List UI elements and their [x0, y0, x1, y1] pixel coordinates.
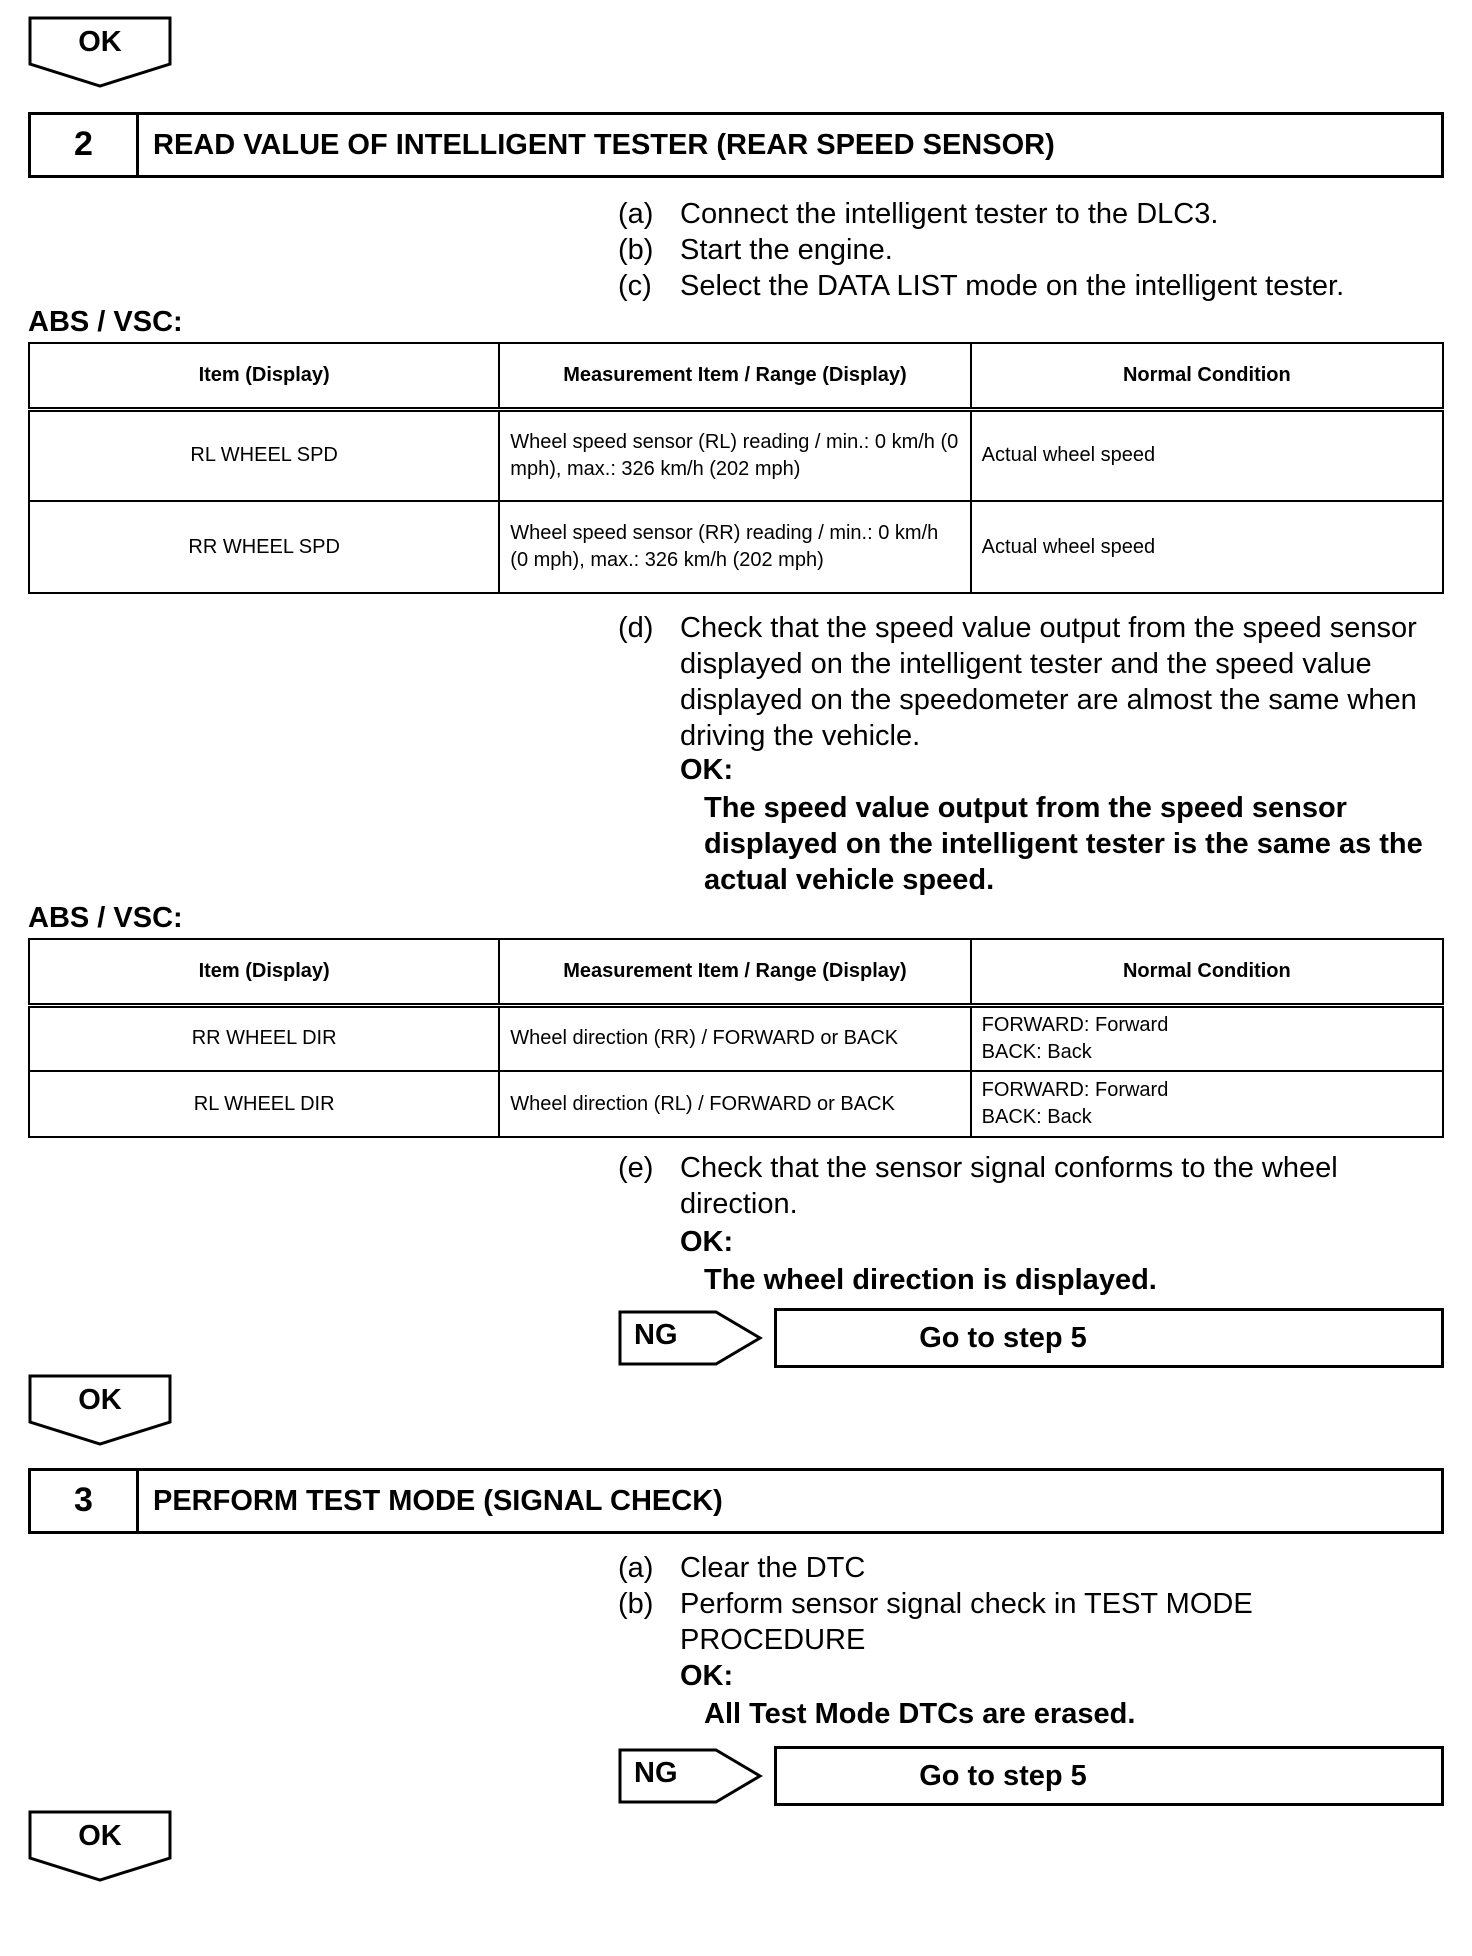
col-header: Measurement Item / Range (Display): [499, 343, 970, 409]
table-label: ABS / VSC:: [28, 306, 183, 338]
go-to-step-5-box[interactable]: [774, 1746, 1444, 1806]
condition-line: FORWARD: Forward: [981, 1079, 1169, 1101]
col-header: Measurement Item / Range (Display): [499, 939, 970, 1005]
col-header: Normal Condition: [971, 343, 1443, 409]
go-to-step-text: Go to step 5: [919, 1322, 1087, 1354]
instruction-text: Perform sensor signal check in TEST MODE PROCEDURE: [680, 1588, 1253, 1656]
data-list-table-direction: [28, 938, 1444, 1138]
table-row: [29, 501, 1443, 593]
col-header: Item (Display): [29, 939, 499, 1005]
step-number: 3: [31, 1471, 139, 1531]
ok-criterion-text: The speed value output from the speed sensor displayed on the intelligent tester is the same as the actual vehicle speed.: [704, 792, 1423, 896]
instruction-text: Check that the sensor signal conforms to the wheel direction.: [680, 1152, 1338, 1220]
instruction-label: (a): [618, 198, 654, 230]
col-header: Item (Display): [29, 343, 499, 409]
step-3-header: [28, 1468, 1444, 1534]
item-cell: RL WHEEL SPD: [29, 409, 499, 501]
ok-arrow-middle: [28, 1374, 172, 1446]
ok-criterion-label: OK:: [680, 1226, 734, 1258]
table-label: ABS / VSC:: [28, 902, 183, 934]
ok-arrow-bottom: [28, 1810, 172, 1882]
ok-label: OK: [78, 1820, 122, 1852]
measurement-cell: Wheel speed sensor (RL) reading / min.: 0 km/h (0 mph), max.: 326 km/h (202 mph): [499, 409, 970, 501]
measurement-cell: Wheel direction (RL) / FORWARD or BACK: [499, 1071, 970, 1137]
step-number: 2: [31, 115, 139, 175]
item-cell: RR WHEEL SPD: [29, 501, 499, 593]
instruction-text: Start the engine.: [680, 234, 893, 266]
instruction-label: (b): [618, 1588, 654, 1620]
item-cell: RL WHEEL DIR: [29, 1071, 499, 1137]
table-row: [29, 409, 1443, 501]
instruction-text: Select the DATA LIST mode on the intelligent tester.: [680, 270, 1345, 302]
table-row: [29, 1005, 1443, 1071]
item-cell: RR WHEEL DIR: [29, 1005, 499, 1071]
table-header-row: [29, 939, 1443, 1005]
ng-label: NG: [634, 1757, 678, 1789]
go-to-step-5-box[interactable]: [774, 1308, 1444, 1368]
go-to-step-text: Go to step 5: [919, 1760, 1087, 1792]
ok-arrow-top: [28, 16, 172, 88]
table-row: [29, 1071, 1443, 1137]
step-title: PERFORM TEST MODE (SIGNAL CHECK): [153, 1485, 723, 1517]
ng-label: NG: [634, 1319, 678, 1351]
instruction-text: Clear the DTC: [680, 1552, 866, 1584]
instruction-label: (a): [618, 1552, 654, 1584]
condition-line: BACK: Back: [981, 1106, 1092, 1128]
ng-arrow: [618, 1748, 768, 1804]
instruction-label: (d): [618, 612, 654, 644]
table-header-row: [29, 343, 1443, 409]
measurement-cell: Wheel direction (RR) / FORWARD or BACK: [499, 1005, 970, 1071]
step-2-header: [28, 112, 1444, 178]
condition-cell: Actual wheel speed: [971, 501, 1443, 593]
ok-criterion-label: OK:: [680, 1660, 734, 1692]
ok-label: OK: [78, 1384, 122, 1416]
ng-arrow: [618, 1310, 768, 1366]
instruction-label: (c): [618, 270, 652, 302]
measurement-cell: Wheel speed sensor (RR) reading / min.: 0 km/h (0 mph), max.: 326 km/h (202 mph): [499, 501, 970, 593]
ok-criterion-text: The wheel direction is displayed.: [704, 1264, 1157, 1296]
col-header: Normal Condition: [971, 939, 1443, 1005]
condition-cell: [971, 1071, 1443, 1137]
data-list-table-speed: [28, 342, 1444, 594]
condition-line: BACK: Back: [981, 1040, 1092, 1063]
condition-cell: Actual wheel speed: [971, 409, 1443, 501]
ok-criterion-label: OK:: [680, 754, 734, 786]
ok-criterion-text: All Test Mode DTCs are erased.: [704, 1698, 1136, 1730]
condition-line: FORWARD: Forward: [981, 1013, 1169, 1036]
instruction-label: (b): [618, 234, 654, 266]
ok-label: OK: [78, 26, 122, 58]
step-title: READ VALUE OF INTELLIGENT TESTER (REAR SPEED SENSOR): [153, 129, 1055, 161]
instruction-label: (e): [618, 1152, 654, 1184]
instruction-text: Check that the speed value output from the speed sensor displayed on the intelligent tester and the speed value displayed on the speedometer are almost the same when driving the vehicle.: [680, 612, 1417, 752]
condition-cell: [971, 1005, 1443, 1071]
instruction-text: Connect the intelligent tester to the DLC3.: [680, 198, 1219, 230]
